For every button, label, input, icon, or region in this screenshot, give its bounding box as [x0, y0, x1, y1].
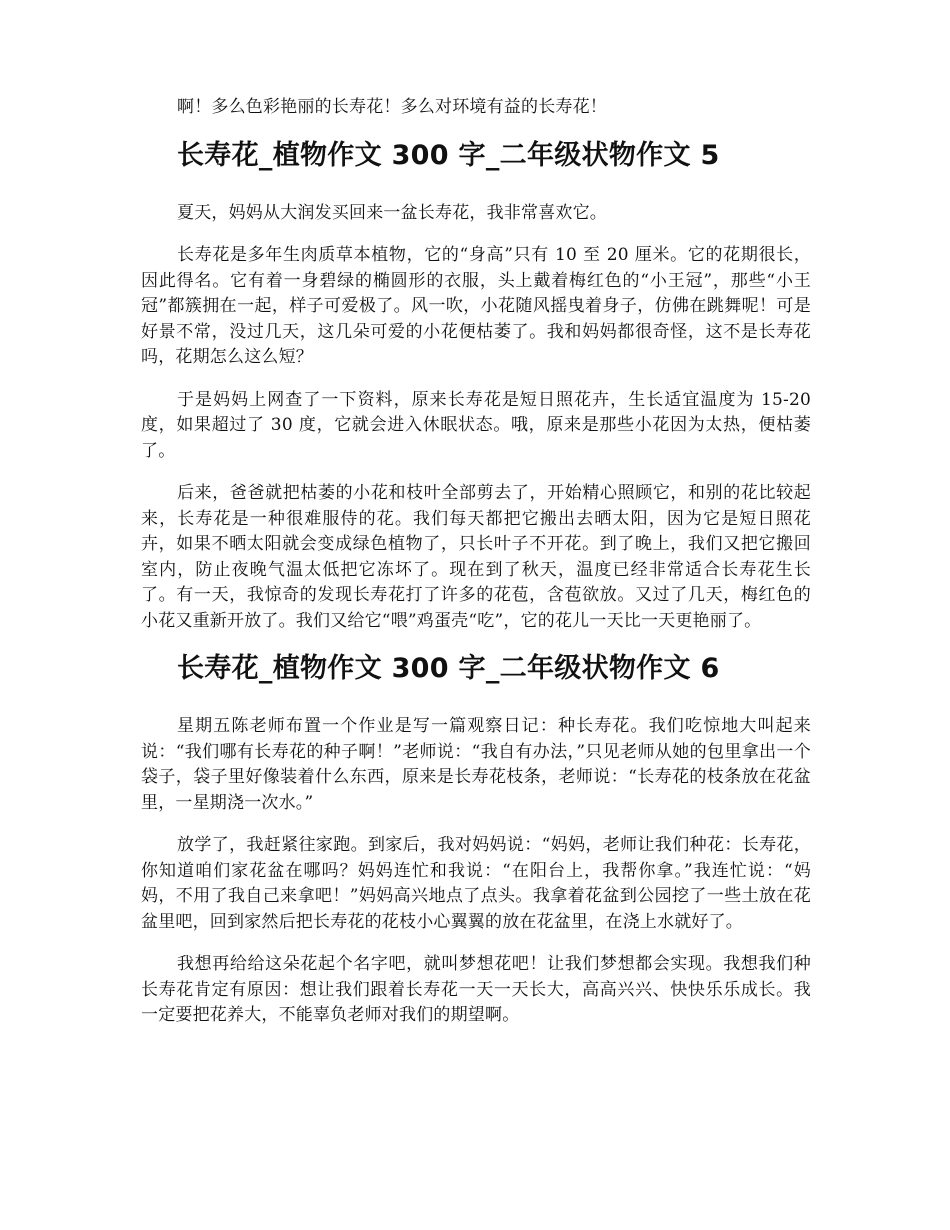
essay-5-paragraph: 于是妈妈上网查了一下资料，原来长寿花是短日照花卉，生长适宜温度为 15-20 度，如果超过了 30 度，它就会进入休眠状态。哦，原来是那些小花因为太热，便枯萎了。 — [141, 389, 811, 461]
document-body — [141, 95, 811, 1046]
essay-5-paragraph: 长寿花是多年生肉质草本植物，它的“身高”只有 10 至 20 厘米。它的花期很长，因此得名。它有着一身碧绿的椭圆形的衣服，头上戴着梅红色的“小王冠”，那些“小王冠”都簇拥在一起，样子可爱极了。风一吹，小花随风摇曳着身子，仿佛在跳舞呢！可是好景不常，没过几天，这几朵可爱的小花便枯萎了。我和妈妈都很奇怪，这不是长寿花吗，花期怎么这么短？ — [141, 245, 811, 367]
essay-6-paragraph: 放学了，我赶紧往家跑。到家后，我对妈妈说：“妈妈，老师让我们种花：长寿花，你知道咱们家花盆在哪吗？妈妈连忙和我说：“在阳台上，我帮你拿。”我连忙说：“妈妈，不用了我自己来拿吧！”妈妈高兴地点了点头。我拿着花盆到公园挖了一些土放在花盆里吧，回到家然后把长寿花的花枝小心翼翼的放在花盆里，在浇上水就好了。 — [141, 835, 811, 932]
essay-5-title: 长寿花_植物作文 300 字_二年级状物作文 5 — [177, 139, 720, 171]
essay-6-paragraph: 星期五陈老师布置一个作业是写一篇观察日记：种长寿花。我们吃惊地大叫起来说：“我们哪有长寿花的种子啊！”老师说：“我自有办法，”只见老师从她的包里拿出一个袋子，袋子里好像装着什么东西，原来是长寿花枝条，老师说：“长寿花的枝条放在花盆里，一星期浇一次水。” — [141, 716, 811, 813]
essay-5-paragraph: 后来，爸爸就把枯萎的小花和枝叶全部剪去了，开始精心照顾它，和别的花比较起来，长寿花是一种很难服侍的花。我们每天都把它搬出去晒太阳，因为它是短日照花卉，如果不晒太阳就会变成绿色植物了，只长叶子不开花。到了晚上，我们又把它搬回室内，防止夜晚气温太低把它冻坏了。现在到了秋天，温度已经非常适合长寿花生长了。有一天，我惊奇的发现长寿花打了许多的花苞，含苞欲放。又过了几天，梅红色的小花又重新开放了。我们又给它“喂”鸡蛋壳“吃”，它的花儿一天比一天更艳丽了。 — [141, 483, 811, 631]
essay-6-title: 长寿花_植物作文 300 字_二年级状物作文 6 — [177, 653, 720, 684]
essay-6-paragraph: 我想再给给这朵花起个名字吧，就叫梦想花吧！让我们梦想都会实现。我想我们种长寿花肯定有原因：想让我们跟着长寿花一天一天长大，高高兴兴、快快乐乐成长。我一定要把花养大，不能辜负老师对我们的期望啊。 — [141, 954, 811, 1025]
essay-5-paragraph: 夏天，妈妈从大润发买回来一盆长寿花，我非常喜欢它。 — [177, 202, 607, 223]
intro-closing-paragraph: 啊！多么色彩艳丽的长寿花！多么对环境有益的长寿花！ — [177, 97, 607, 117]
